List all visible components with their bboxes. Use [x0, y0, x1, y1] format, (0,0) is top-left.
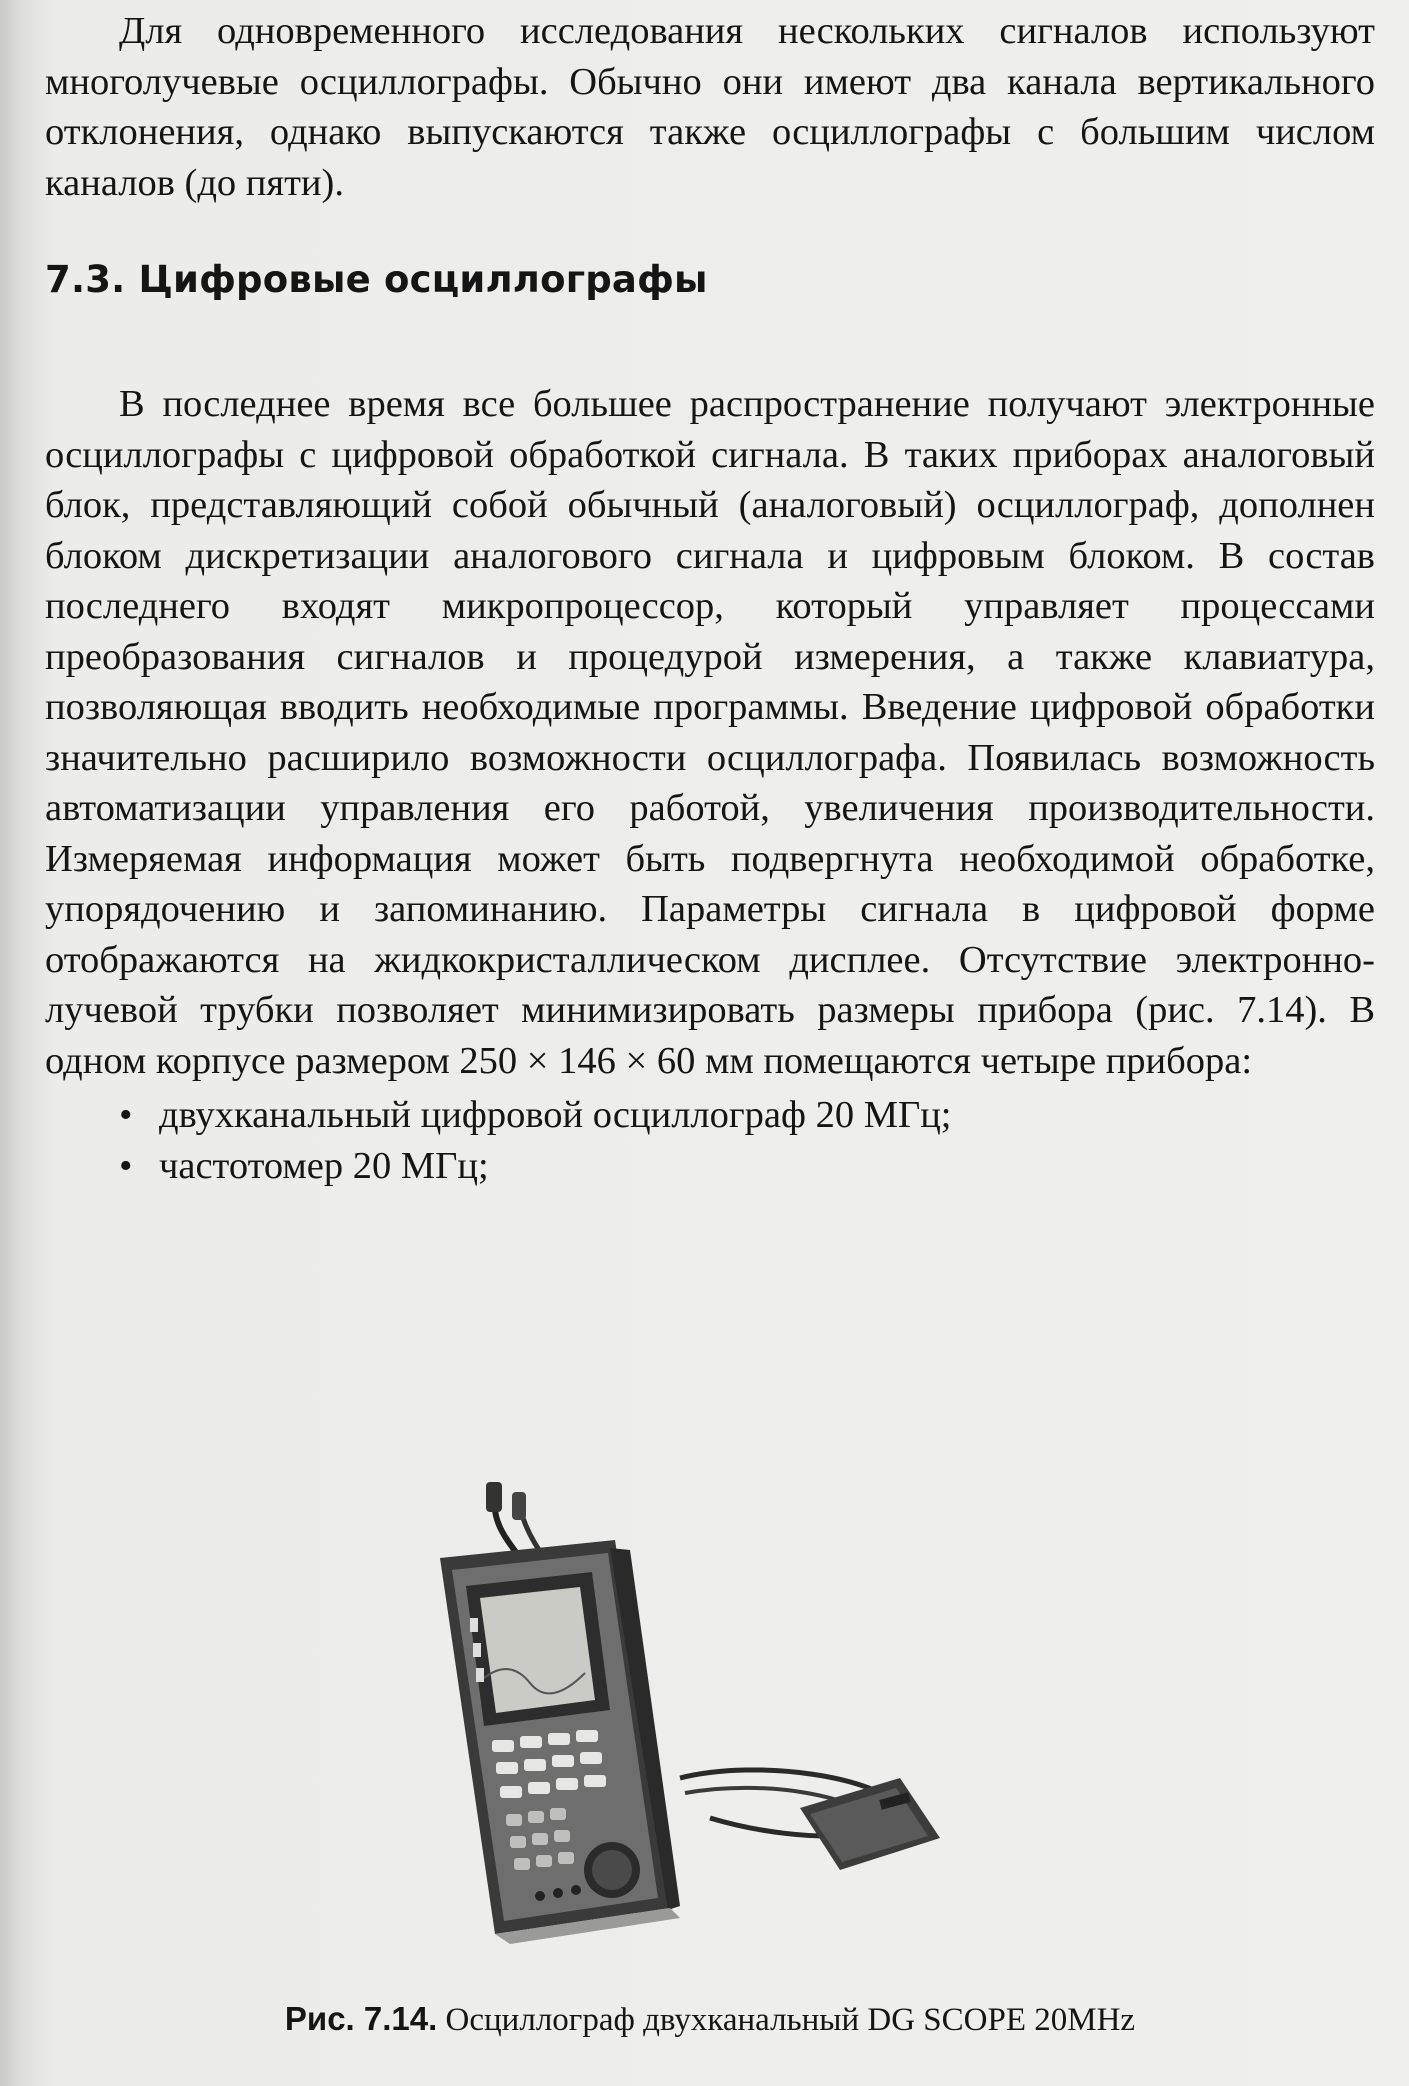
- section-heading: 7.3. Цифровые осциллографы: [45, 258, 708, 301]
- bullet-text: частотомер 20 МГц;: [159, 1144, 489, 1187]
- page-content: [45, 6, 1375, 1191]
- oscilloscope-photo: [380, 1478, 1020, 1948]
- figure-caption: [45, 1997, 1375, 2042]
- list-item: [119, 1141, 1375, 1192]
- main-paragraph: В последнее время все большее распространение получают электронные осциллографы с цифровой обработкой сигнала. В таких приборах аналоговый блок, представляющий собой обычный (аналоговый) осциллограф, дополнен блоком дискретизации аналогового сигнала и цифровым блоком. В состав последнего входят микропроцессор, который управляет процессами преобразования сигналов и процедурой измерения, а также клавиатура, позволяющая вводить необходимые программы. Введение цифровой обработки значительно расширило возможности осциллографа. Появилась возможность автоматизации управления его работой, увеличения производительности. Измеряемая информация может быть подвергнута необходимой обработке, упорядочению и запоминанию. Параметры сигнала в цифровой форме отображаются на жидкокристаллическом дисплее. Отсутствие электронно-лучевой трубки позволяет минимизировать размеры прибора (рис. 7.14). В одном корпусе размером 250 × 146 × 60 мм помещаются четыре прибора:: [45, 383, 1375, 1082]
- bullet-dot: •: [119, 1094, 133, 1136]
- figure-caption-label: Рис. 7.14.: [284, 2000, 438, 2037]
- figure-caption-text: Осциллограф двухканальный DG SCOPE 20MHz: [445, 2002, 1136, 2038]
- intro-paragraph: Для одновременного исследования нескольких сигналов используют многолучевые осциллографы. Обычно они имеют два канала вертикального отклонения, однако выпускаются также осциллографы с большим числом каналов (до пяти).: [45, 10, 1375, 204]
- bullet-dot: •: [119, 1144, 133, 1187]
- bullet-list: [45, 1090, 1375, 1191]
- list-item: [119, 1090, 1375, 1141]
- bullet-text: двухканальный цифровой осциллограф 20 МГц;: [159, 1094, 952, 1136]
